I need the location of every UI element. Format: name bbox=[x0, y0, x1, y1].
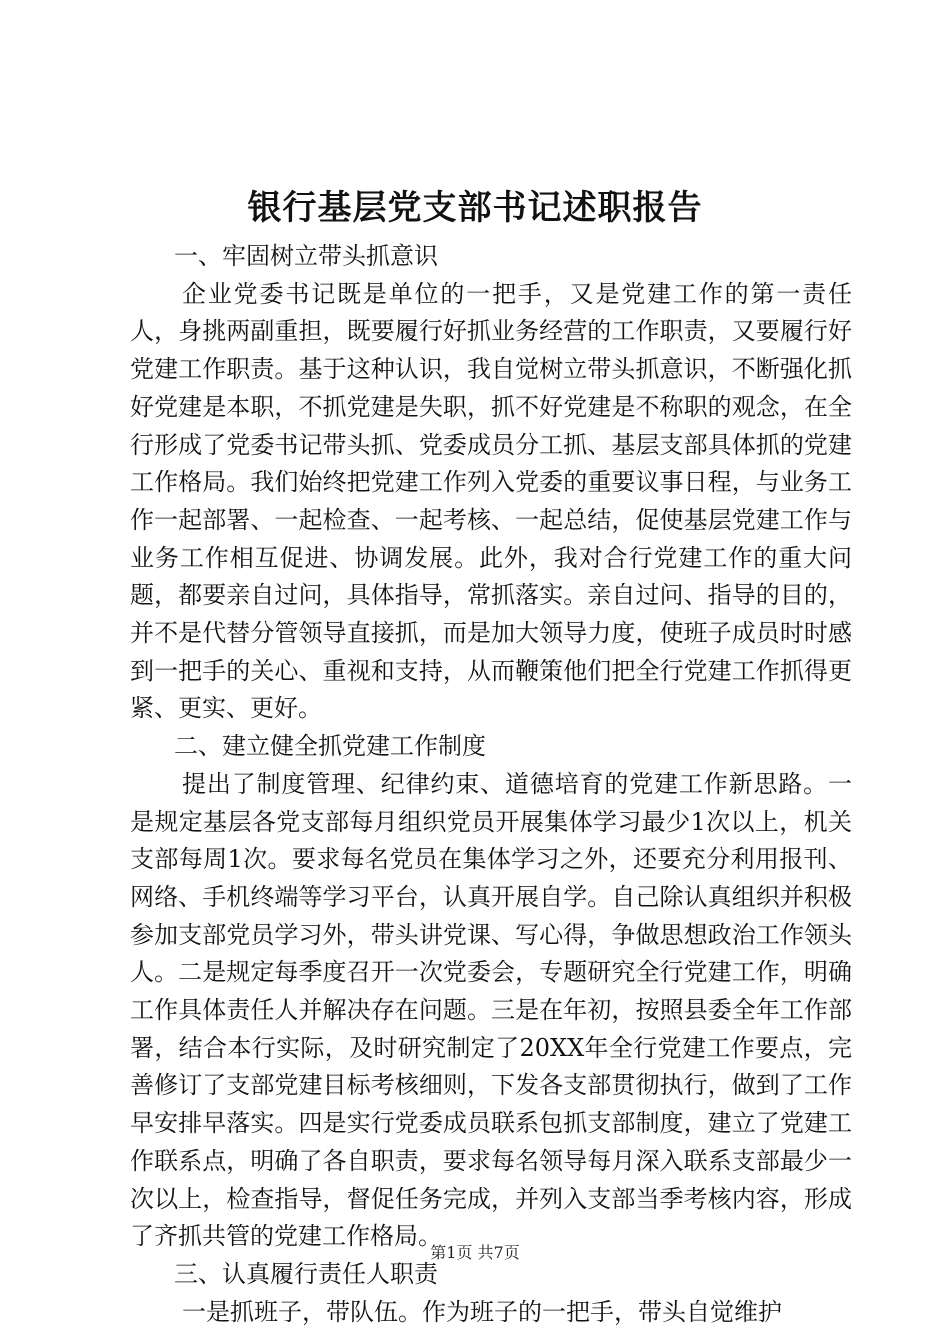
document-body bbox=[130, 238, 852, 1331]
section-heading-2: 二、建立健全抓党建工作制度 bbox=[174, 732, 486, 761]
page-footer: 第1页 共7页 bbox=[430, 1243, 520, 1262]
section-paragraph-3: 一是抓班子，带队伍。作为班子的一把手，带头自觉维护 bbox=[182, 1297, 782, 1326]
section-heading-3: 三、认真履行责任人职责 bbox=[174, 1259, 438, 1288]
section-paragraph-1: 企业党委书记既是单位的一把手，又是党建工作的第一责任人，身挑两副重担，既要履行好抓业务经营的工作职责，又要履行好党建工作职责。基于这种认识，我自觉树立带头抓意识，不断强化抓好党建是本职，不抓党建是失职，抓不好党建是不称职的观念，在全行形成了党委书记带头抓、党委成员分工抓、基层支部具体抓的党建工作格局。我们始终把党建工作列入党委的重要议事日程，与业务工作一起部署、一起检查、一起考核、一起总结，促使基层党建工作与业务工作相互促进、协调发展。此外，我对合行党建工作的重大问题，都要亲自过问，具体指导，常抓落实。亲自过问、指导的目的，并不是代替分管领导直接抓，而是加大领导力度，使班子成员时时感到一把手的关心、重视和支持，从而鞭策他们把全行党建工作抓得更紧、更实、更好。 bbox=[130, 279, 852, 723]
section-heading-1: 一、牢固树立带头抓意识 bbox=[174, 242, 438, 270]
document-title: 银行基层党支部书记述职报告 bbox=[247, 188, 703, 228]
section-paragraph-2: 提出了制度管理、纪律约束、道德培育的党建工作新思路。一是规定基层各党支部每月组织党员开展集体学习最少1次以上，机关支部每周1次。要求每名党员在集体学习之外，还要充分利用报刊、网络、手机终端等学习平台，认真开展自学。自己除认真组织并积极参加支部党员学习外，带头讲党课、写心得，争做思想政治工作领头人。二是规定每季度召开一次党委会，专题研究全行党建工作，明确工作具体责任人并解决存在问题。三是在年初，按照县委全年工作部署，结合本行实际，及时研究制定了20XX年全行党建工作要点，完善修订了支部党建目标考核细则，下发各支部贯彻执行，做到了工作早安排早落实。四是实行党委成员联系包抓支部制度，建立了党建工作联系点，明确了各自职责，要求每名领导每月深入联系支部最少一次以上，检查指导，督促任务完成，并列入支部当季考核内容，形成了齐抓共管的党建工作格局。 bbox=[130, 769, 852, 1251]
